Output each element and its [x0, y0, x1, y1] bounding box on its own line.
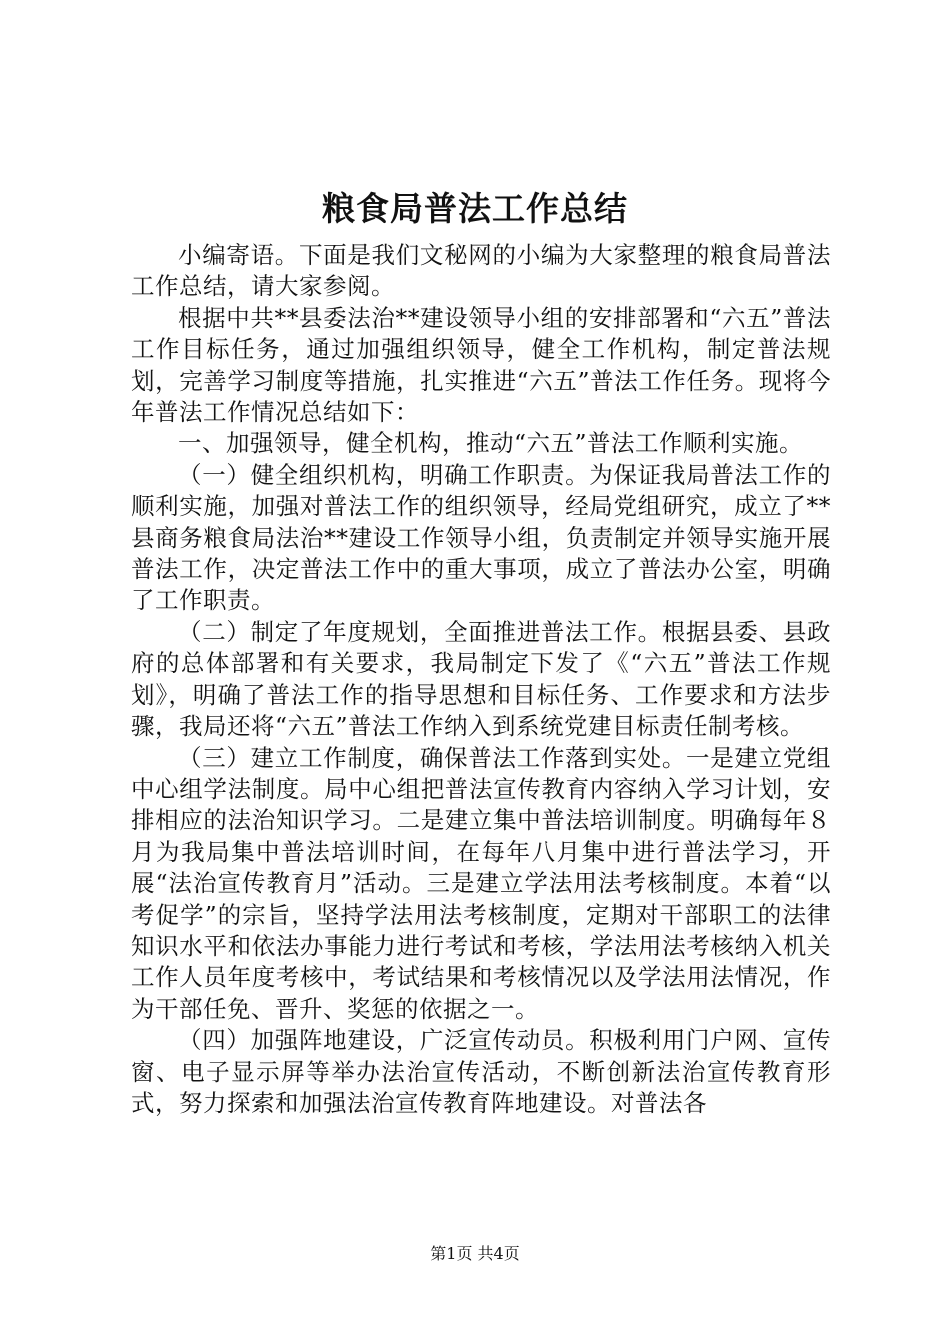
paragraph-item-2: （二）制定了年度规划，全面推进普法工作。根据县委、县政府的总体部署和有关要求，我局制定下发了《“六五”普法工作规划》，明确了普法工作的指导思想和目标任务、工作要求和方法步骤，我局还将“六五”普法工作纳入到系统党建目标责任制考核。 — [131, 617, 831, 741]
document-title: 粮食局普法工作总结 — [322, 189, 628, 228]
paragraph-intro: 小编寄语。下面是我们文秘网的小编为大家整理的粮食局普法工作总结，请大家参阅。 — [131, 241, 831, 301]
paragraph-item-1: （一）健全组织机构，明确工作职责。为保证我局普法工作的顺利实施，加强对普法工作的组织领导，经局党组研究，成立了**县商务粮食局法治**建设工作领导小组，负责制定并领导实施开展普法工作，决定普法工作中的重大事项，成立了普法办公室，明确了工作职责。 — [131, 460, 831, 615]
section-heading-1: 一、加强领导，健全机构，推动“六五”普法工作顺利实施。 — [178, 429, 804, 458]
document-body — [131, 240, 831, 1119]
page-number-footer: 第1页 共4页 — [430, 1244, 520, 1263]
paragraph-item-4: （四）加强阵地建设，广泛宣传动员。积极利用门户网、宣传窗、电子显示屏等举办法治宣传活动，不断创新法治宣传教育形式，努力探索和加强法治宣传教育阵地建设。对普法各 — [131, 1026, 831, 1117]
paragraph-item-3: （三）建立工作制度，确保普法工作落到实处。一是建立党组中心组学法制度。局中心组把普法宣传教育内容纳入学习计划，安排相应的法治知识学习。二是建立集中普法培训制度。明确每年８月为我局集中普法培训时间，在每年八月集中进行普法学习，开展“法治宣传教育月”活动。三是建立学法用法考核制度。本着“以考促学”的宗旨，坚持学法用法考核制度，定期对干部职工的法律知识水平和依法办事能力进行考试和考核，学法用法考核纳入机关工作人员年度考核中，考试结果和考核情况以及学法用法情况，作为干部任免、晋升、奖惩的依据之一。 — [131, 743, 831, 1023]
paragraph-overview: 根据中共**县委法治**建设领导小组的安排部署和“六五”普法工作目标任务，通过加强组织领导，健全工作机构，制定普法规划，完善学习制度等措施，扎实推进“六五”普法工作任务。现将今年普法工作情况总结如下： — [131, 303, 831, 427]
